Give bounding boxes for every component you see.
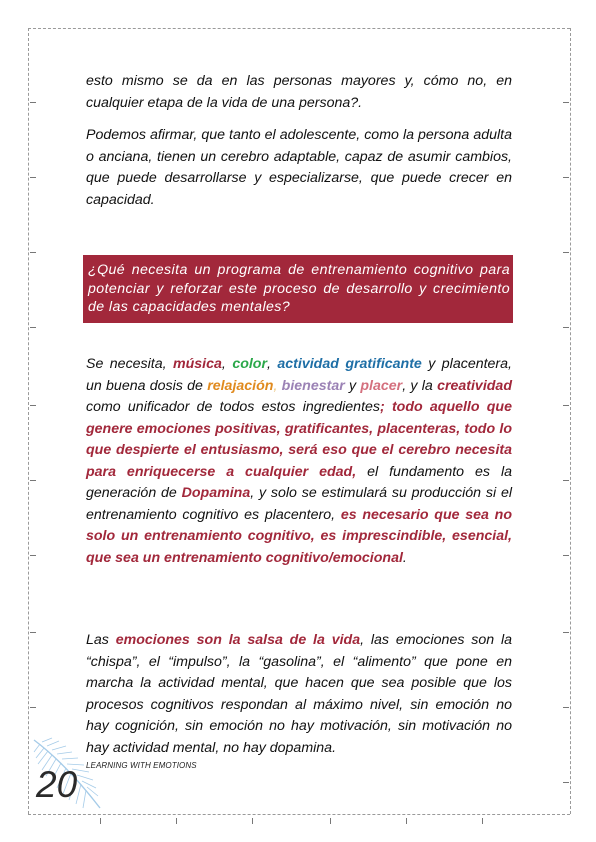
keyword-relajacion: relajación	[207, 377, 274, 394]
margin-tick	[563, 555, 569, 556]
page-border-bottom	[28, 814, 570, 815]
keyword-dopamina: Dopamina	[181, 485, 251, 501]
keyword-creatividad: creatividad	[437, 377, 512, 394]
margin-tick	[563, 632, 569, 633]
keyword-actividad: actividad	[277, 356, 339, 372]
margin-tick	[30, 480, 36, 481]
margin-tick	[563, 177, 569, 178]
margin-tick	[563, 480, 569, 481]
paragraph-1	[86, 71, 512, 114]
keyword-gratificante: gratificante	[345, 356, 422, 372]
margin-tick	[30, 707, 36, 708]
paragraph-4	[86, 630, 512, 759]
margin-tick	[30, 555, 36, 556]
paragraph-2-text: Podemos afirmar, que tanto el adolescente, como la persona adulta o anciana, tienen un cerebro adaptable, capaz de asumir cambios, que puede desarrollarse y especializarse, que puede crecer en capacidad.	[86, 127, 512, 208]
text-run: el fundamento es la generación de	[86, 463, 512, 501]
margin-tick	[252, 818, 253, 824]
margin-tick	[563, 327, 569, 328]
margin-tick	[100, 818, 101, 824]
text-run: y placentera, un buena dosis de	[86, 356, 512, 394]
text-run: .	[402, 549, 407, 566]
emphasis-text: es necesario que sea no solo un entrenamiento cognitivo, es imprescindible, esencial, que sea un entrenamiento cognitivo/emocional	[86, 506, 512, 566]
margin-tick	[330, 818, 331, 824]
margin-tick	[30, 405, 36, 406]
paragraph-4-text	[86, 630, 512, 759]
keyword-musica: música	[173, 356, 222, 372]
text-run: y	[344, 377, 361, 394]
margin-tick	[482, 818, 483, 824]
paragraph-1-text: esto mismo se da en las personas mayores y, cómo no, en cualquier etapa de la vida de una persona?.	[86, 73, 512, 111]
keyword-placer: placer	[360, 377, 403, 394]
page-border-right	[570, 28, 571, 814]
text-run: ,	[267, 356, 278, 372]
margin-tick	[563, 405, 569, 406]
margin-tick	[563, 707, 569, 708]
emphasis-text: emociones son la salsa de la vida	[115, 632, 361, 648]
keyword-color: color	[232, 356, 267, 372]
text-run: ,	[273, 377, 278, 394]
paragraph-3	[86, 354, 512, 569]
margin-tick	[30, 327, 36, 328]
page-number: 20	[36, 764, 78, 805]
emphasis-text: ; todo aquello que genere emociones positivas, gratificantes, placenteras, todo lo que despierte el entusiasmo, será eso que el cerebro necesita para enriquecerse a cualquier edad,	[86, 399, 512, 480]
margin-tick	[30, 632, 36, 633]
paragraph-2	[86, 125, 512, 211]
text-run: como unificador de todos estos ingredientes	[86, 399, 380, 415]
keyword-bienestar: bienestar	[281, 377, 345, 394]
text-run: ,	[221, 356, 233, 372]
footer-label: LEARNING WITH EMOTIONS	[86, 761, 197, 770]
page-border-top	[28, 28, 570, 29]
text-run: Se necesita,	[86, 356, 174, 372]
margin-tick	[30, 252, 36, 253]
margin-tick	[176, 818, 177, 824]
question-box-text: ¿Qué necesita un programa de entrenamiento cognitivo para potenciar y reforzar este proceso de desarrollo y crecimiento de las capacidades mentales?	[88, 262, 510, 315]
text-run: , las emociones son la “chispa”, el “impulso”, la “gasolina”, el “alimento” que pone en marcha la actividad mental, que hacen que sea posible que los procesos cognitivos respondan al máximo nivel, sin emoción no hay cognición, sin emoción no hay motivación, sin motivación no hay actividad mental, no hay dopamina.	[86, 632, 512, 756]
margin-tick	[563, 252, 569, 253]
text-run: , y solo se estimulará su producción si el entrenamiento cognitivo es placentero,	[86, 485, 512, 523]
margin-tick	[30, 177, 36, 178]
margin-tick	[30, 102, 36, 103]
text-run: , y la	[402, 377, 438, 394]
margin-tick	[406, 818, 407, 824]
margin-tick	[563, 782, 569, 783]
page-border-left	[28, 28, 29, 814]
paragraph-3-text	[86, 354, 512, 569]
margin-tick	[563, 102, 569, 103]
text-run: Las	[86, 632, 116, 648]
